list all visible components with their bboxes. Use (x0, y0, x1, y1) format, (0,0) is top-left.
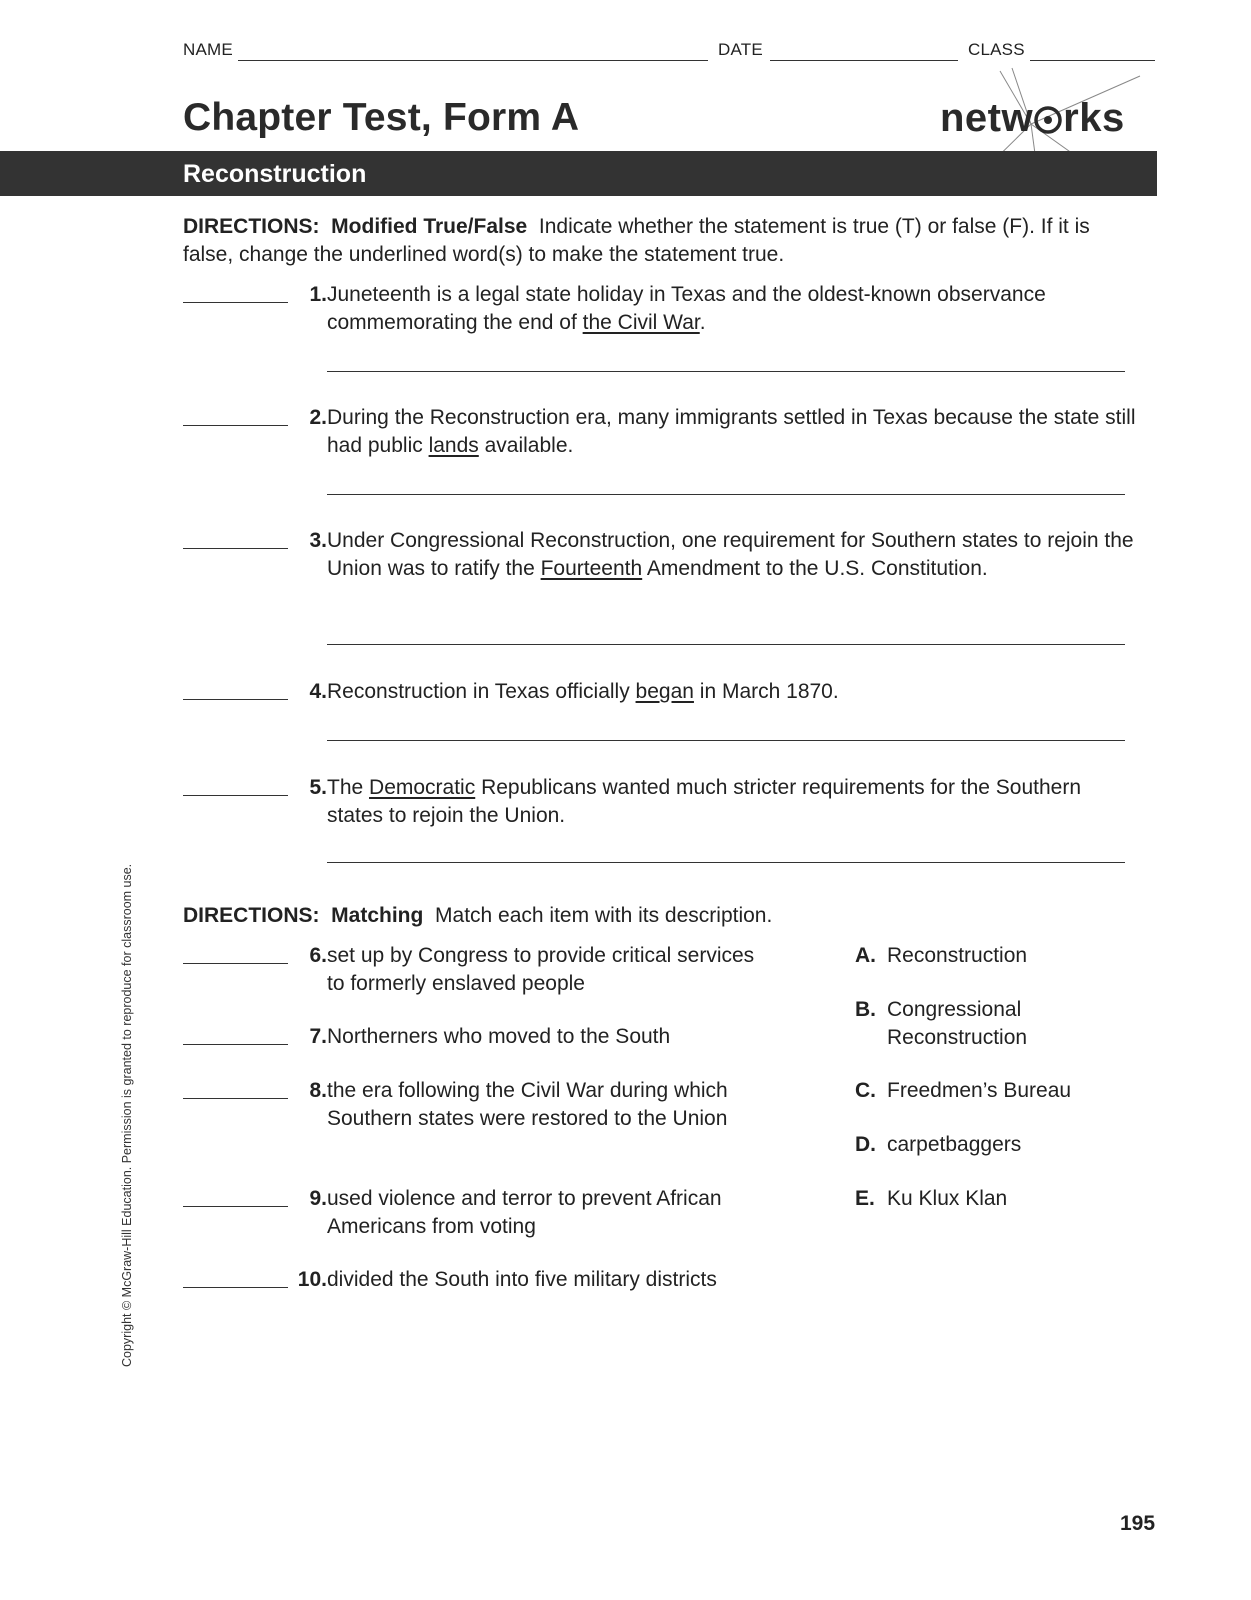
correction-line-5[interactable] (327, 862, 1125, 863)
underlined-term: Fourteenth (540, 557, 643, 580)
answer-blank[interactable] (183, 699, 288, 700)
question-text: During the Reconstruction era, many immigrants settled in Texas because the state still had public lands available. (327, 406, 1136, 457)
correction-line-1[interactable] (327, 371, 1125, 372)
date-label: DATE (718, 40, 763, 59)
question-number: 2. (309, 406, 327, 429)
item-text: Northerners who moved to the South (327, 1025, 671, 1048)
answer-blank[interactable] (183, 1044, 288, 1045)
option-text: carpetbaggers (887, 1133, 1022, 1156)
answer-blank[interactable] (183, 548, 288, 549)
matching-directions (183, 902, 1143, 930)
page-number: 195 (1120, 1512, 1156, 1535)
question-number: 3. (309, 529, 327, 552)
item-number: 6. (309, 944, 327, 967)
question-number: 1. (309, 283, 327, 306)
answer-blank[interactable] (183, 1287, 288, 1288)
underlined-term: the Civil War (582, 311, 700, 334)
correction-line-2[interactable] (327, 494, 1125, 495)
option-letter: E. (855, 1187, 875, 1210)
matching-directions-label: DIRECTIONS: (183, 904, 320, 927)
answer-blank[interactable] (183, 963, 288, 964)
matching-directions-text: Match each item with its description. (435, 904, 773, 927)
answer-blank[interactable] (183, 1206, 288, 1207)
option-text: Ku Klux Klan (887, 1187, 1008, 1210)
option-text: Congressional Reconstruction (887, 998, 1028, 1049)
underlined-term: began (635, 680, 694, 703)
correction-line-3[interactable] (327, 644, 1125, 645)
item-number: 9. (309, 1187, 327, 1210)
item-text: used violence and terror to prevent African Americans from voting (327, 1187, 722, 1238)
name-label: NAME (183, 40, 233, 59)
logo-text-end: rks (1063, 96, 1125, 140)
section-band (0, 151, 1157, 196)
underlined-term: lands (428, 434, 479, 457)
tf-directions (183, 213, 1143, 269)
section-title: Reconstruction (183, 160, 367, 188)
class-label: CLASS (968, 40, 1025, 59)
option-letter: C. (855, 1079, 876, 1102)
networks-logo (940, 96, 1125, 141)
question-text: The Democratic Republicans wanted much stricter requirements for the Southern states to rejoin the Union. (327, 776, 1082, 827)
matching-directions-type: Matching (331, 904, 424, 927)
answer-blank[interactable] (183, 1098, 288, 1099)
item-text: the era following the Civil War during which Southern states were restored to the Union (327, 1079, 728, 1130)
option-letter: D. (855, 1133, 876, 1156)
underlined-term: Democratic (369, 776, 476, 799)
name-field[interactable] (238, 60, 708, 61)
tf-directions-label: DIRECTIONS: (183, 215, 320, 238)
option-text: Freedmen’s Bureau (887, 1079, 1072, 1102)
question-number: 5. (309, 776, 327, 799)
logo-text-start: netw (940, 96, 1034, 140)
question-text: Juneteenth is a legal state holiday in Texas and the oldest-known observance commemorating the end of the Civil War. (327, 283, 1046, 334)
question-text: Reconstruction in Texas officially began in March 1870. (327, 680, 839, 703)
tf-directions-text: Indicate whether the statement is true (T) or false (F). If it is false, change the underlined word(s) to make the statement true. (183, 215, 1090, 266)
page-title: Chapter Test, Form A (183, 96, 580, 139)
option-letter: A. (855, 944, 876, 967)
answer-blank[interactable] (183, 302, 288, 303)
option-letter: B. (855, 998, 876, 1021)
item-text: set up by Congress to provide critical services to formerly enslaved people (327, 944, 755, 995)
question-number: 4. (309, 680, 327, 703)
tf-directions-type: Modified True/False (331, 215, 528, 238)
class-field[interactable] (1030, 60, 1155, 61)
answer-blank[interactable] (183, 795, 288, 796)
item-number: 7. (309, 1025, 327, 1048)
logo-o-icon (1033, 105, 1063, 135)
item-number: 10. (297, 1268, 327, 1291)
answer-blank[interactable] (183, 425, 288, 426)
date-field[interactable] (770, 60, 958, 61)
item-text: divided the South into five military districts (327, 1268, 717, 1291)
copyright-notice: Copyright © McGraw-Hill Education. Permission is granted to reproduce for classroom use. (120, 863, 134, 1367)
option-text: Reconstruction (887, 944, 1028, 967)
item-number: 8. (309, 1079, 327, 1102)
correction-line-4[interactable] (327, 740, 1125, 741)
question-text: Under Congressional Reconstruction, one requirement for Southern states to rejoin the Union was to ratify the Fourteenth Amendment to the U.S. Constitution. (327, 529, 1134, 580)
